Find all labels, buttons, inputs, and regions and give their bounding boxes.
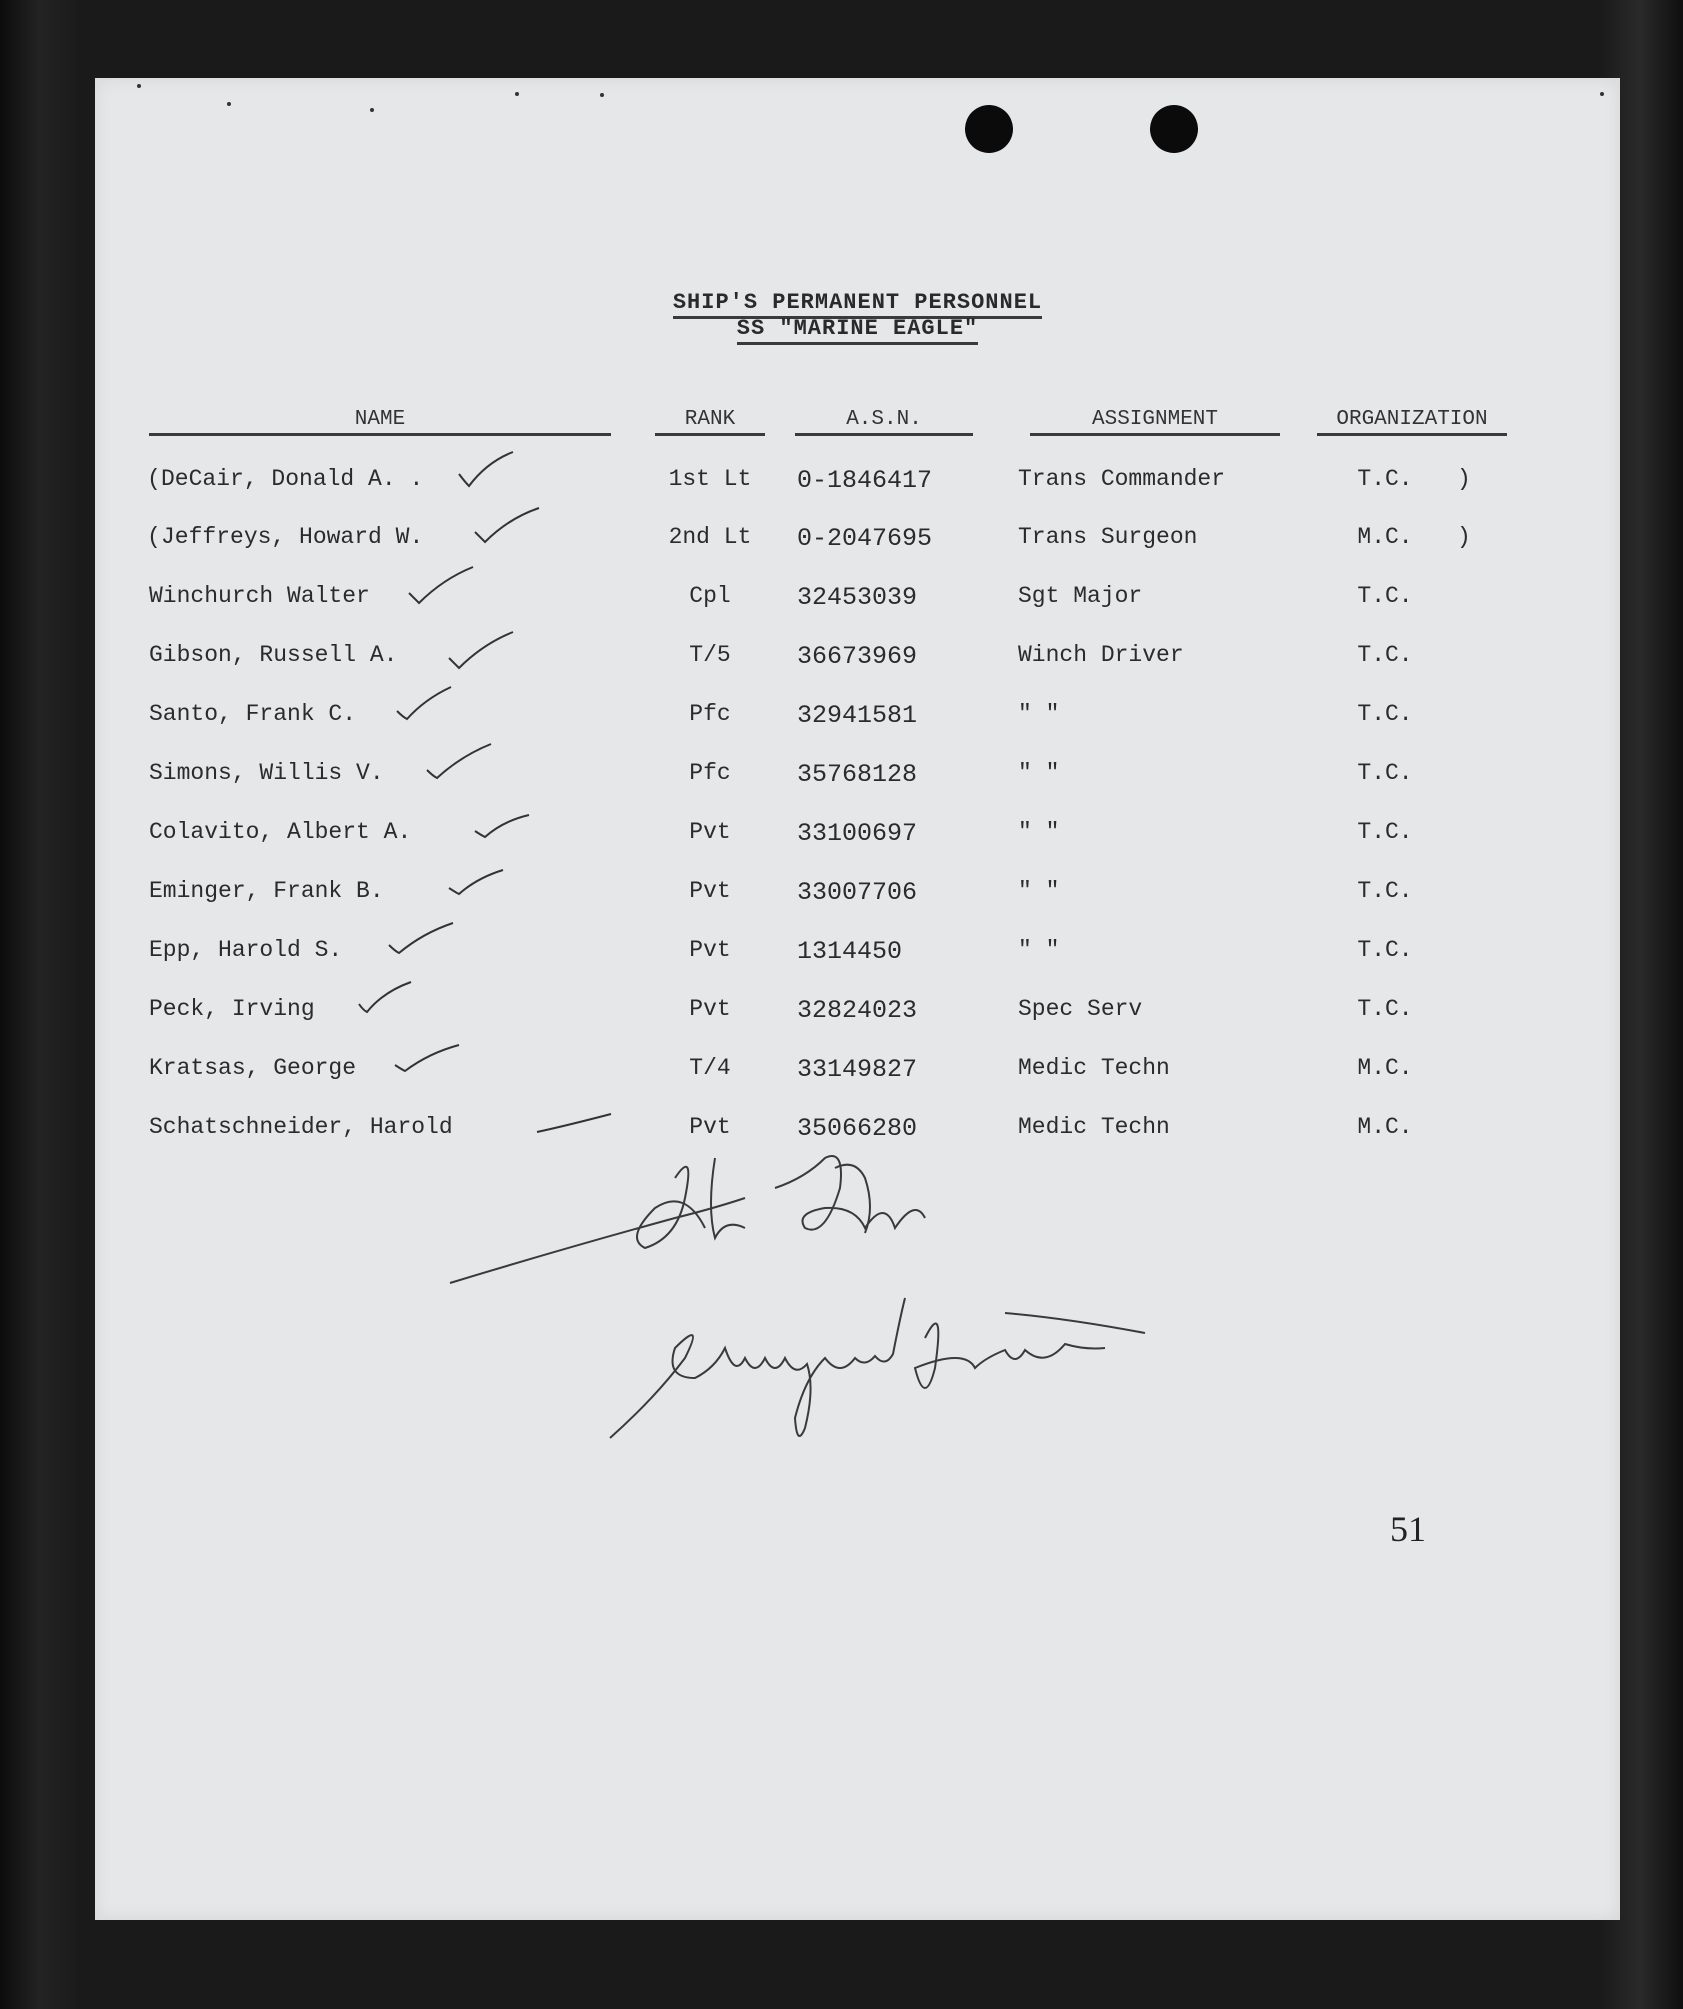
asn-cell: 32941581 (797, 701, 918, 730)
rank-cell: 2nd Lt (668, 524, 752, 550)
organization-cell: T.C. (1357, 583, 1413, 609)
organization-cell: M.C. (1357, 1055, 1413, 1081)
asn-cell: 33100697 (797, 819, 918, 848)
rank-cell: 1st Lt (668, 466, 752, 492)
assignment-cell: Trans Commander (1018, 466, 1226, 492)
name-cell: Gibson, Russell A. (149, 642, 398, 668)
paren-mark: ) (1457, 524, 1471, 550)
check-mark-icon (393, 1037, 463, 1081)
assignment-cell: Winch Driver (1018, 642, 1184, 668)
paren-mark: ) (1457, 466, 1471, 492)
table-row (95, 701, 1620, 741)
organization-cell: T.C. (1357, 878, 1413, 904)
organization-cell: T.C. (1357, 937, 1413, 963)
speck (515, 92, 519, 96)
assignment-cell: " " (1018, 760, 1060, 786)
name-cell: Eminger, Frank B. (149, 878, 384, 904)
speck (1600, 92, 1604, 96)
organization-cell: M.C. (1357, 524, 1413, 550)
rank-cell: Pfc (689, 760, 731, 786)
asn-cell: 33007706 (797, 878, 918, 907)
assignment-cell: Medic Techn (1018, 1055, 1170, 1081)
organization-cell: T.C. (1357, 701, 1413, 727)
asn-cell: 0-2047695 (797, 524, 933, 553)
header-asn: A.S.N. (795, 408, 973, 436)
name-cell: Schatschneider, Harold (149, 1114, 453, 1140)
asn-cell: 36673969 (797, 642, 918, 671)
rank-cell: Pvt (689, 937, 731, 963)
name-cell: Colavito, Albert A. (149, 819, 412, 845)
bracket-mark: ( (147, 466, 161, 492)
speck (370, 108, 374, 112)
table-row (95, 642, 1620, 682)
table-row (95, 878, 1620, 918)
assignment-cell: Trans Surgeon (1018, 524, 1198, 550)
asn-cell: 32824023 (797, 996, 918, 1025)
organization-cell: T.C. (1357, 760, 1413, 786)
table-row (95, 819, 1620, 859)
header-assignment: ASSIGNMENT (1030, 408, 1280, 436)
check-mark-icon (447, 624, 517, 674)
speck (600, 93, 604, 97)
name-cell: Epp, Harold S. (149, 937, 343, 963)
asn-cell: 32453039 (797, 583, 918, 612)
header-organization: ORGANIZATION (1317, 408, 1507, 436)
assignment-cell: " " (1018, 701, 1060, 727)
name-cell: Jeffreys, Howard W. (161, 524, 424, 550)
asn-cell: 0-1846417 (797, 466, 933, 495)
rank-cell: Pvt (689, 1114, 731, 1140)
document-subtitle (95, 316, 1620, 341)
assignment-cell: Medic Techn (1018, 1114, 1170, 1140)
rank-cell: T/5 (689, 642, 731, 668)
check-mark-icon (357, 978, 417, 1022)
page-number: 51 (1390, 1509, 1426, 1549)
signature-image (445, 1118, 1165, 1448)
speck (137, 84, 141, 88)
name-cell: Santo, Frank C. (149, 701, 357, 727)
table-row (95, 1055, 1620, 1095)
check-mark-icon (473, 801, 533, 845)
name-cell: DeCair, Donald A. . (161, 466, 424, 492)
rank-cell: Pvt (689, 996, 731, 1022)
table-row (95, 466, 1620, 506)
asn-cell: 1314450 (797, 937, 903, 966)
organization-cell: T.C. (1357, 819, 1413, 845)
assignment-cell: " " (1018, 819, 1060, 845)
check-mark-icon (425, 742, 495, 786)
assignment-cell: Sgt Major (1018, 583, 1143, 609)
rank-cell: Pvt (689, 819, 731, 845)
asn-cell: 35066280 (797, 1114, 918, 1143)
punch-hole-left (965, 105, 1013, 153)
document-page (95, 78, 1620, 1920)
speck (227, 102, 231, 106)
header-rank: RANK (655, 408, 765, 436)
asn-cell: 35768128 (797, 760, 918, 789)
rank-cell: T/4 (689, 1055, 731, 1081)
check-mark-icon (457, 448, 517, 492)
assignment-cell: Spec Serv (1018, 996, 1143, 1022)
table-row (95, 760, 1620, 800)
name-cell: Winchurch Walter (149, 583, 370, 609)
title-line-1: SHIP'S PERMANENT PERSONNEL (673, 290, 1042, 319)
rank-cell: Pfc (689, 701, 731, 727)
table-row (95, 937, 1620, 977)
rank-cell: Pvt (689, 878, 731, 904)
name-cell: Simons, Willis V. (149, 760, 384, 786)
check-mark-icon (395, 683, 455, 727)
check-mark-icon (473, 506, 543, 550)
rank-cell: Cpl (689, 583, 731, 609)
table-row (95, 583, 1620, 623)
asn-cell: 33149827 (797, 1055, 918, 1084)
check-mark-icon (447, 860, 507, 904)
check-mark-icon (407, 565, 477, 609)
assignment-cell: " " (1018, 878, 1060, 904)
table-row (95, 996, 1620, 1036)
punch-hole-right (1150, 105, 1198, 153)
name-cell: Peck, Irving (149, 996, 315, 1022)
document-title (95, 290, 1620, 315)
organization-cell: M.C. (1357, 1114, 1413, 1140)
header-name: NAME (149, 408, 611, 436)
bracket-mark: ( (147, 524, 161, 550)
table-row (95, 524, 1620, 564)
organization-cell: T.C. (1357, 996, 1413, 1022)
name-cell: Kratsas, George (149, 1055, 357, 1081)
organization-cell: T.C. (1357, 642, 1413, 668)
organization-cell: T.C. (1357, 466, 1413, 492)
assignment-cell: " " (1018, 937, 1060, 963)
title-line-2: SS "MARINE EAGLE" (737, 316, 978, 345)
check-mark-icon (387, 919, 457, 963)
